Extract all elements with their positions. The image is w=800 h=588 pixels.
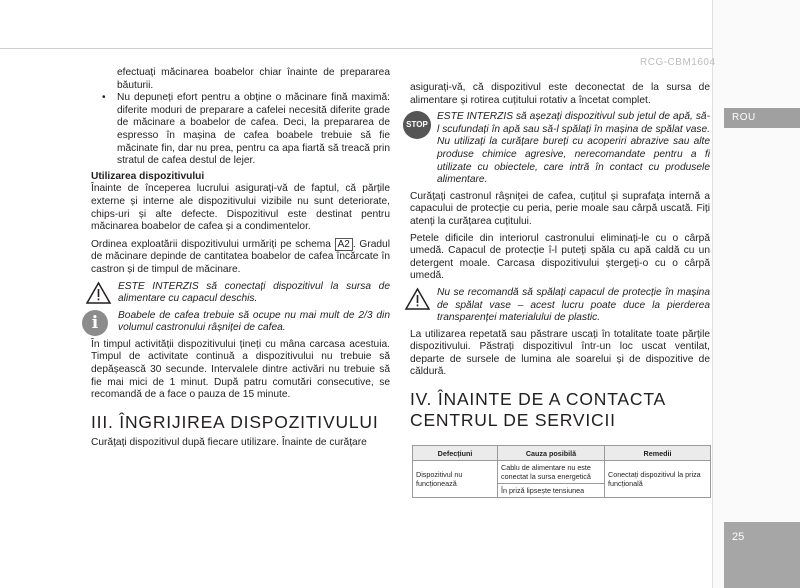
side-divider <box>712 0 713 588</box>
language-tab: ROU <box>724 108 800 128</box>
info-icon: i <box>82 310 108 336</box>
stop-text: ESTE INTERZIS să așezați dispozitivul sub jetul de apă, să-l scufundați în apă sau să-l spălați în mașina de spălat vase. Nu utilizați la curățare bureți cu acoperiri abrazive sau alte produse chimice agresive, nerecomandate pentru a fi utilizate cu obiectele, care intră în contact cu produsele alimentare. <box>437 111 710 186</box>
header-rule <box>0 48 712 49</box>
paragraph: Petele dificile din interiorul castronului eliminați-le cu o cârpă umedă. Capacul de protecție î-l puteți spăla cu apă caldă cu un detergent moale. Carcasa dispozitivului ștergeți-o cu o cârpă umedă. <box>410 232 710 282</box>
right-column <box>406 82 710 435</box>
table-cell: Dispozitivul nu funcționează <box>413 461 498 498</box>
bullet-dot: • <box>102 92 106 104</box>
info-note <box>91 310 390 335</box>
warning-note <box>410 287 710 325</box>
stop-sign-icon: STOP <box>403 111 431 139</box>
section-heading: IV. ÎNAINTE DE A CONTACTA CENTRUL DE SERVICII <box>410 389 666 431</box>
table-row <box>413 461 711 484</box>
subheading: Utilizarea dispozitivului <box>91 170 205 182</box>
paragraph: Înainte de începerea lucrului asigurați-vă de faptul, că părțile externe și interne ale dispozitivului vizibile nu sunt deteriorate, chips-uri și alte defecte. Dispozitivul este destinat pentru măcinarea boabelor de cafea și a condimentelor. <box>91 183 390 233</box>
warning-triangle-icon <box>85 281 112 310</box>
paragraph: Curățați dispozitivul după fiecare utilizare. Înainte de curățare <box>91 436 367 448</box>
paragraph <box>91 238 390 277</box>
paragraph: asigurați-vă, că dispozitivul este deconectat de la sursa de alimentare și rotirea cuțitului rotativ a încetat complet. <box>410 82 710 106</box>
document-code: RCG-CBM1604 <box>640 57 716 68</box>
scheme-badge: A2 <box>335 238 353 251</box>
paragraph-text: . Gradul de măcinare depinde de cantitatea boabelor de cafea încărcate în castron și de timpul de măcinare. <box>91 238 390 275</box>
left-column <box>91 67 390 449</box>
troubleshooting-table <box>412 445 711 498</box>
table-cell: În priză lipsește tensiunea <box>498 484 605 498</box>
warning-text: ESTE INTERZIS să conectați dispozitivul la sursa de alimentare cu capacul deschis. <box>118 280 390 305</box>
table-cell: Conectați dispozitivul la priza funcțională <box>605 461 711 498</box>
table-header: Cauza posibilă <box>498 446 605 461</box>
table-cell: Cablu de alimentare nu este conectat la sursa energetică <box>498 461 605 484</box>
table-header: Defecțiuni <box>413 446 498 461</box>
section-heading: III. ÎNGRIJIREA DISPOZITIVULUI <box>91 411 379 432</box>
page-number: 25 <box>724 522 800 588</box>
paragraph: În timpul activității dispozitivului țineți cu mâna carcasa acestuia. Timpul de activitate continuă a dispozitivului nu trebuie să depășească 30 secunde. Intervalele dintre activări nu trebuie să fie mai mici de 1 minut. După patru comutări consecutive, se recomandă de a face o pauza de 15 minute. <box>91 338 390 401</box>
bullet-text: Nu depuneți efort pentru a obține o măcinare fină maximă: diferite moduri de preparare a cafelei necesită diferite grade de măcinare a boabelor de cafea. Deci, la prepararea de espresso în mașina de cafea boabele trebuie să fie măcinate fin, dar nu prea, pentru ca apa fiartă să treacă prin stratul de cafea destul de lejer. <box>117 92 390 167</box>
info-text: Boabele de cafea trebuie să ocupe nu mai mult de 2/3 din volumul castronului râșniței de cafea. <box>118 309 390 334</box>
stop-note <box>406 111 710 187</box>
warning-triangle-icon <box>404 287 431 316</box>
bullet-item <box>91 92 390 168</box>
warning-text: Nu se recomandă să spălați capacul de protecție în mașina de spălat vase – acest lucru poate duce la pierderea transparenței materialului de plastic. <box>437 286 710 324</box>
table-header: Remedii <box>605 446 711 461</box>
bullet-continuation: efectuați măcinarea boabelor chiar înainte de prepararea băuturii. <box>117 67 390 91</box>
paragraph: La utilizarea repetată sau păstrare uscați în totalitate toate părțile dispozitivului. Păstrați dispozitivul într-un loc uscat ventilat, departe de sursele de lumina ale soarelui și de dispozitive de căldură. <box>410 328 710 378</box>
side-margin <box>713 0 800 588</box>
paragraph: Curățați castronul râșniței de cafea, cuțitul și suprafața internă a capacului de protecție cu peria, perie moale sau cârpă uscată. Fiți atenți la curățarea cuțitului. <box>410 190 710 227</box>
paragraph-text: Ordinea exploatării dispozitivului urmăriți pe schema <box>91 238 335 250</box>
warning-note <box>91 281 390 306</box>
table-header-row <box>413 446 711 461</box>
